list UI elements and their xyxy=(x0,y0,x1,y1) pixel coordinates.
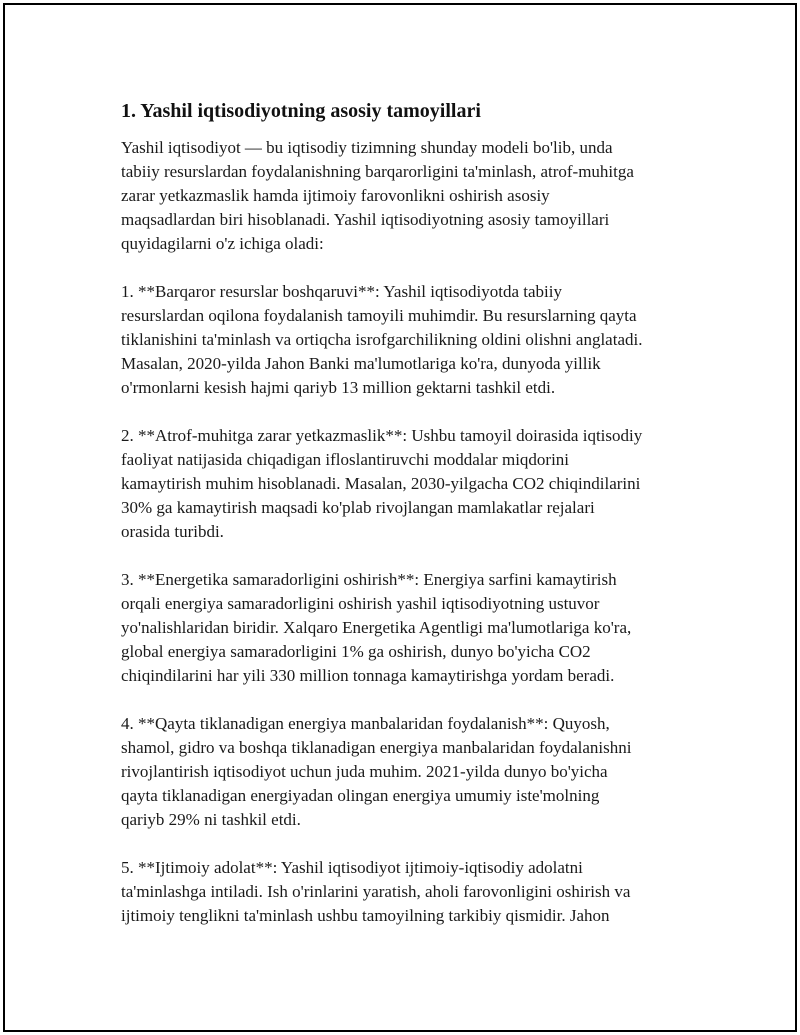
principle-paragraph-1: 1. **Barqaror resurslar boshqaruvi**: Yashil iqtisodiyotda tabiiy resurslardan oqilona foydalanish tamoyili muhimdir. Bu resurslarning qayta tiklanishini ta'minlash va ortiqcha isrofgarchilikning oldini olishni anglatadi. Masalan, 2020-yilda Jahon Banki ma'lumotlariga ko'ra, dunyoda yillik o'rmonlarni kesish hajmi qariyb 13 million gektarni tashkil etdi. xyxy=(121,282,643,397)
principle-paragraph-4: 4. **Qayta tiklanadigan energiya manbalaridan foydalanish**: Quyosh, shamol, gidro va boshqa tiklanadigan energiya manbalaridan foydalanishni rivojlantirish iqtisodiyot uchun juda muhim. 2021-yilda dunyo bo'yicha qayta tiklanadigan energiyadan olingan energiya umumiy iste'molning qariyb 29% ni tashkil etdi. xyxy=(121,714,632,829)
document-body xyxy=(121,99,691,952)
intro-paragraph: Yashil iqtisodiyot — bu iqtisodiy tizimning shunday modeli bo'lib, unda tabiiy resurslardan foydalanishning barqarorligini ta'minlash, atrof-muhitga zarar yetkazmaslik hamda ijtimoiy farovonlikni oshirish asosiy maqsadlardan biri hisoblanadi. Yashil iqtisodiyotning asosiy tamoyillari quyidagilarni o'z ichiga oladi: xyxy=(121,138,634,253)
principle-paragraph-3: 3. **Energetika samaradorligini oshirish**: Energiya sarfini kamaytirish orqali energiya samaradorligini oshirish yashil iqtisodiyotning ustuvor yo'nalishlaridan biridir. Xalqaro Energetika Agentligi ma'lumotlariga ko'ra, global energiya samaradorligini 1% ga oshirish, dunyo bo'yicha CO2 chiqindilarini har yili 330 million tonnaga kamaytirishga yordam beradi. xyxy=(121,570,632,685)
principle-paragraph-5: 5. **Ijtimoiy adolat**: Yashil iqtisodiyot ijtimoiy-iqtisodiy adolatni ta'minlashga intiladi. Ish o'rinlarini yaratish, aholi farovonligini oshirish va ijtimoiy tenglikni ta'minlash ushbu tamoyilning tarkibiy qismidir. Jahon xyxy=(121,858,631,925)
principle-paragraph-2: 2. **Atrof-muhitga zarar yetkazmaslik**: Ushbu tamoyil doirasida iqtisodiy faoliyat natijasida chiqadigan ifloslantiruvchi moddalar miqdorini kamaytirish muhim hisoblanadi. Masalan, 2030-yilgacha CO2 chiqindilarini 30% ga kamaytirish maqsadi ko'plab rivojlangan mamlakatlar rejalari orasida turibdi. xyxy=(121,426,643,541)
document-heading: 1. Yashil iqtisodiyotning asosiy tamoyillari xyxy=(121,100,481,122)
document-page xyxy=(3,3,797,1032)
